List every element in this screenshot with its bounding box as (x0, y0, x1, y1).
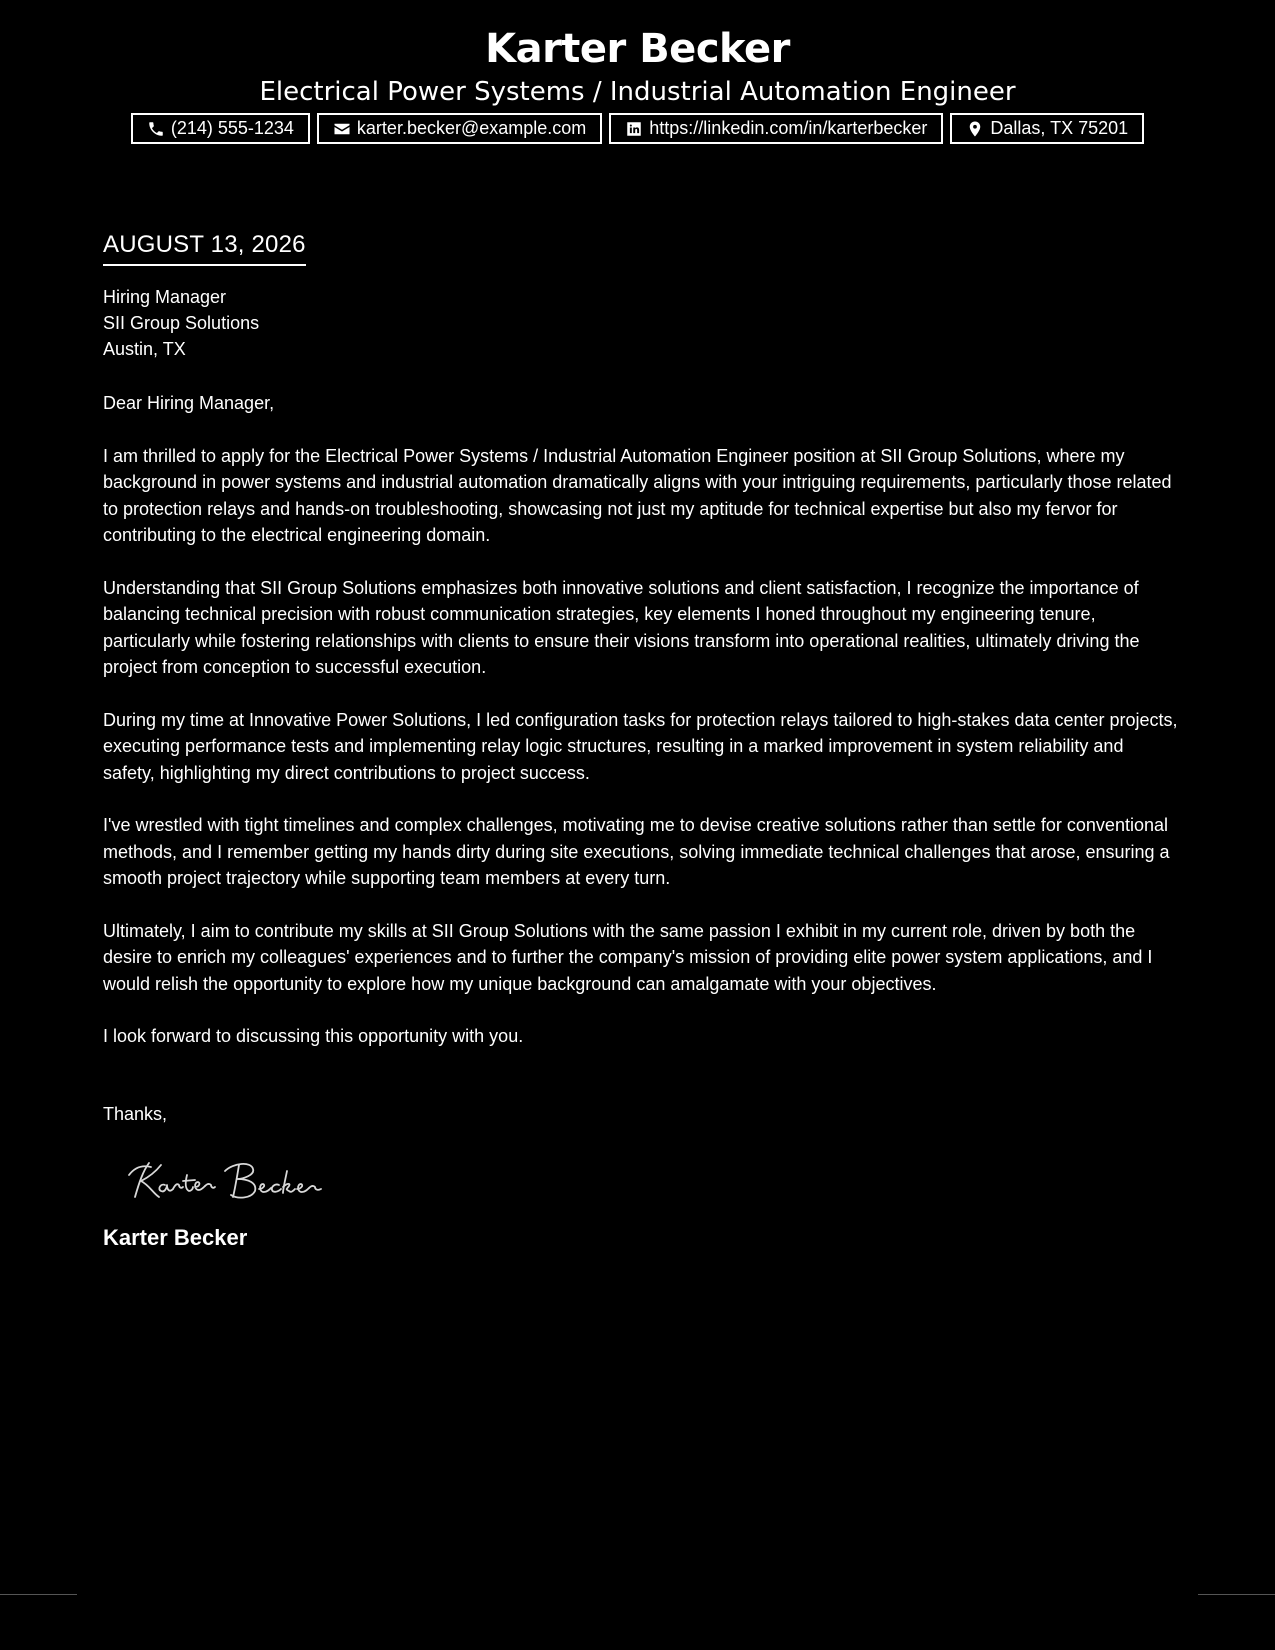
signed-name: Karter Becker (103, 1225, 248, 1250)
location-text: Dallas, TX 75201 (990, 118, 1129, 138)
recipient-line: Hiring Manager (103, 287, 227, 307)
body-paragraph: During my time at Innovative Power Solutions, I led configuration tasks for protection relays tailored to high-stakes data center projects, executing performance tests and implementing relay logic structures, resulting in a marked improvement in system reliability and safety, highlighting my direct contributions to project success. (103, 709, 1178, 783)
phone-contact[interactable] (131, 113, 310, 144)
body-paragraph: I've wrestled with tight timelines and complex challenges, motivating me to devise creative solutions rather than settle for conventional methods, and I remember getting my hands dirty during site executions, solving immediate technical challenges that arose, ensuring a smooth project trajectory while supporting team members at every turn. (103, 815, 1170, 888)
letter-header (0, 22, 1275, 144)
contact-bar (0, 113, 1275, 144)
applicant-name: Karter Becker (485, 26, 790, 72)
linkedin-text: https://linkedin.com/in/karterbecker (649, 118, 928, 138)
recipient-block (103, 284, 1178, 362)
recipient-location: Austin, TX (103, 339, 186, 359)
page-divider-right (1198, 1594, 1275, 1595)
closing: Thanks, (103, 1103, 168, 1124)
phone-icon (147, 120, 165, 138)
envelope-icon (333, 120, 351, 138)
email-contact[interactable] (317, 113, 602, 144)
letter-body (103, 228, 1178, 1253)
linkedin-icon (625, 120, 643, 138)
body-paragraph: Understanding that SII Group Solutions emphasizes both innovative solutions and client satisfaction, I recognize the importance of balancing technical precision with robust communication strategies, key elements I honed throughout my engineering tenure, particularly while fostering relationships with clients to ensure their visions transform into operational realities, ultimately driving the project from conception to successful execution. (103, 577, 1140, 677)
linkedin-contact[interactable] (609, 113, 943, 144)
body-paragraph: Ultimately, I aim to contribute my skills at SII Group Solutions with the same passion I exhibit in my current role, driven by both the desire to enrich my colleagues' experiences and to further the company's mission of providing elite power system applications, and I would relish the opportunity to explore how my unique background can amalgamate with your objectives. (103, 920, 1153, 994)
handwritten-signature (121, 1153, 351, 1207)
page-divider-left (0, 1594, 77, 1595)
letter-date: AUGUST 13, 2026 (103, 228, 306, 266)
map-pin-icon (966, 120, 984, 138)
applicant-title: Electrical Power Systems / Industrial Automation Engineer (259, 77, 1016, 107)
body-paragraph: I look forward to discussing this opportunity with you. (103, 1026, 524, 1046)
signature-image (121, 1153, 351, 1207)
salutation: Dear Hiring Manager, (103, 393, 275, 413)
phone-text: (214) 555-1234 (170, 118, 294, 138)
email-text: karter.becker@example.com (356, 118, 587, 138)
body-paragraph: I am thrilled to apply for the Electrical Power Systems / Industrial Automation Engineer position at SII Group Solutions, where my background in power systems and industrial automation dramatically aligns with your intriguing requirements, particularly those related to protection relays and hands-on troubleshooting, showcasing not just my aptitude for technical expertise but also my fervor for contributing to the electrical engineering domain. (103, 445, 1172, 545)
location-contact[interactable] (950, 113, 1144, 144)
recipient-company: SII Group Solutions (103, 313, 260, 333)
